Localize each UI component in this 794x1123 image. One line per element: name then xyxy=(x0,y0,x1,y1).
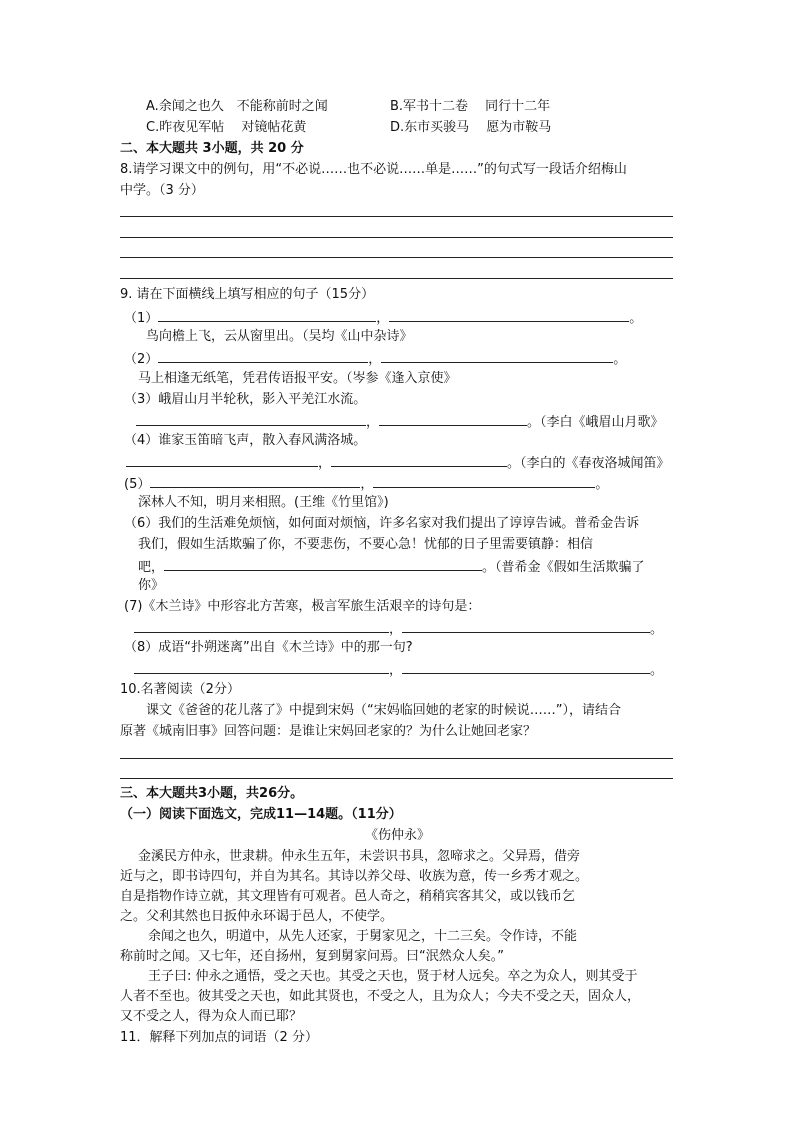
q8-line-2: 中学。（3 分） xyxy=(120,183,204,198)
fill-blank[interactable] xyxy=(331,454,507,467)
q9-item-3: ， 。（李白《峨眉山月歌》 xyxy=(136,413,664,431)
fill-blank[interactable] xyxy=(134,661,389,674)
q9-item-1-text: 鸟向檐上飞，云从窗里出。（吴均《山中杂诗》 xyxy=(146,329,413,344)
answer-line[interactable] xyxy=(120,778,673,779)
fill-blank[interactable] xyxy=(134,620,389,633)
q10-line-2: 原著《城南旧事》回答问题：是谁让宋妈回老家的？为什么让她回老家？ xyxy=(120,724,537,739)
passage-title: 《伤仲永》 xyxy=(365,828,431,843)
fill-blank[interactable] xyxy=(389,309,629,322)
passage-line: 余闻之也久，明道中，从先人还家，于舅家见之，十二三矣。令作诗，不能 xyxy=(148,929,578,944)
passage-line: 又不受之人，得为众人而已耶？ xyxy=(120,1009,303,1024)
q9-item-5: (5） ， 。 xyxy=(124,477,609,492)
q9-item-4-text: （4）谁家玉笛暗飞声，散入春风满洛城。 xyxy=(124,433,367,448)
option-d: D.东市买骏马 愿为市鞍马 xyxy=(390,120,552,135)
passage-line: 近与之，即书诗四句，并自为其名。其诗以养父母、收族为意，传一乡秀才观之。 xyxy=(120,869,589,884)
q10-line-1: 课文《爸爸的花儿落了》中提到宋妈（“宋妈临回她的老家的时候说……”），请结合 xyxy=(146,703,621,718)
q9-item-8-text: （8）成语“扑朔迷离”出自《木兰诗》中的那一句? xyxy=(124,640,413,655)
passage-line: 之。父利其然也日扳仲永环谒于邑人，不使学。 xyxy=(120,909,394,924)
section-2-heading: 二、本大题共 3小题，共 20 分 xyxy=(120,141,304,156)
fill-blank[interactable] xyxy=(164,558,482,571)
q9-item-6-line-3: 吧， 。（普希金《假如生活欺骗了 xyxy=(138,560,645,575)
q9-item-6-line-2: 我们，假如生活欺骗了你，不要悲伤，不要心急！忧郁的日子里需要镇静：相信 xyxy=(138,537,594,552)
q9-item-2-text: 马上相逢无纸笔，凭君传语报平安。（岑参《逢入京使》 xyxy=(138,371,457,386)
q9-item-6-line-4: 你》 xyxy=(138,578,165,593)
q9-title: 9. 请在下面横线上填写相应的句子（15分） xyxy=(120,287,375,302)
answer-line[interactable] xyxy=(120,237,673,238)
q9-item-1: （1） ， 。 xyxy=(124,311,643,326)
fill-blank[interactable] xyxy=(402,620,650,633)
answer-line[interactable] xyxy=(120,257,673,258)
fill-blank[interactable] xyxy=(150,475,360,488)
option-b: B.军书十二卷 同行十二年 xyxy=(390,99,551,114)
fill-blank[interactable] xyxy=(158,309,376,322)
fill-blank[interactable] xyxy=(136,413,366,426)
q9-item-4: ， 。（李白的《春夜洛城闻笛》 xyxy=(126,454,670,472)
passage-line: 人者不至也。彼其受之天也，如此其贤也，不受之人，且为众人；今夫不受之天，固众人， xyxy=(120,989,641,1004)
fill-blank[interactable] xyxy=(381,350,613,363)
fill-blank[interactable] xyxy=(402,661,650,674)
q10-title: 10.名著阅读（2分） xyxy=(120,682,240,697)
q9-item-7: ， 。 xyxy=(134,620,663,638)
fill-blank[interactable] xyxy=(126,454,318,467)
passage-line: 称前时之闻。又七年，还自扬州，复到舅家问焉。曰“泯然众人矣。” xyxy=(120,949,504,964)
option-c: C.昨夜见军帖 对镜帖花黄 xyxy=(146,120,307,135)
passage-line: 王子曰: 仲永之通悟，受之天也。其受之天也，贤于材人远矣。卒之为众人，则其受于 xyxy=(148,969,638,984)
q9-item-5-text: 深林人不知，明月来相照。(王维《竹里馆》) xyxy=(138,495,389,510)
answer-line[interactable] xyxy=(120,758,673,759)
q9-item-3-text: （3）峨眉山月半轮秋，影入平羌江水流。 xyxy=(124,392,367,407)
answer-line[interactable] xyxy=(120,278,673,279)
fill-blank[interactable] xyxy=(379,413,527,426)
section-3-heading: 三、本大题共3小题，共26分。 xyxy=(120,786,304,801)
q9-item-7-text: (7)《木兰诗》中形容北方苦寒，极言军旅生活艰辛的诗句是： xyxy=(124,599,481,614)
q9-item-6-line-1: （6）我们的生活难免烦恼，如何面对烦恼，许多名家对我们提出了谆谆告诫。普希金告诉 xyxy=(124,516,640,531)
passage-line: 金溪民方仲永，世隶耕。仲永生五年，未尝识书具，忽啼求之。父异焉，借旁 xyxy=(138,849,581,864)
option-a: A.余闻之也久 不能称前时之闻 xyxy=(146,99,328,114)
passage-line: 自是指物作诗立就，其文理皆有可观者。邑人奇之，稍稍宾客其父，或以钱币乞 xyxy=(120,889,576,904)
fill-blank[interactable] xyxy=(158,350,368,363)
fill-blank[interactable] xyxy=(373,475,595,488)
answer-line[interactable] xyxy=(120,216,673,217)
q8-line-1: 8.请学习课文中的例句，用“不必说……也不必说……单是……”的句式写一段话介绍梅山 xyxy=(120,162,627,177)
q11-title: 11．解释下列加点的词语（2 分） xyxy=(120,1030,318,1045)
section-3-subheading: （一）阅读下面选文，完成11—14题。（11分） xyxy=(120,807,402,822)
q9-item-2: （2） ， 。 xyxy=(124,352,627,367)
q9-item-8: ， 。 xyxy=(134,661,663,679)
